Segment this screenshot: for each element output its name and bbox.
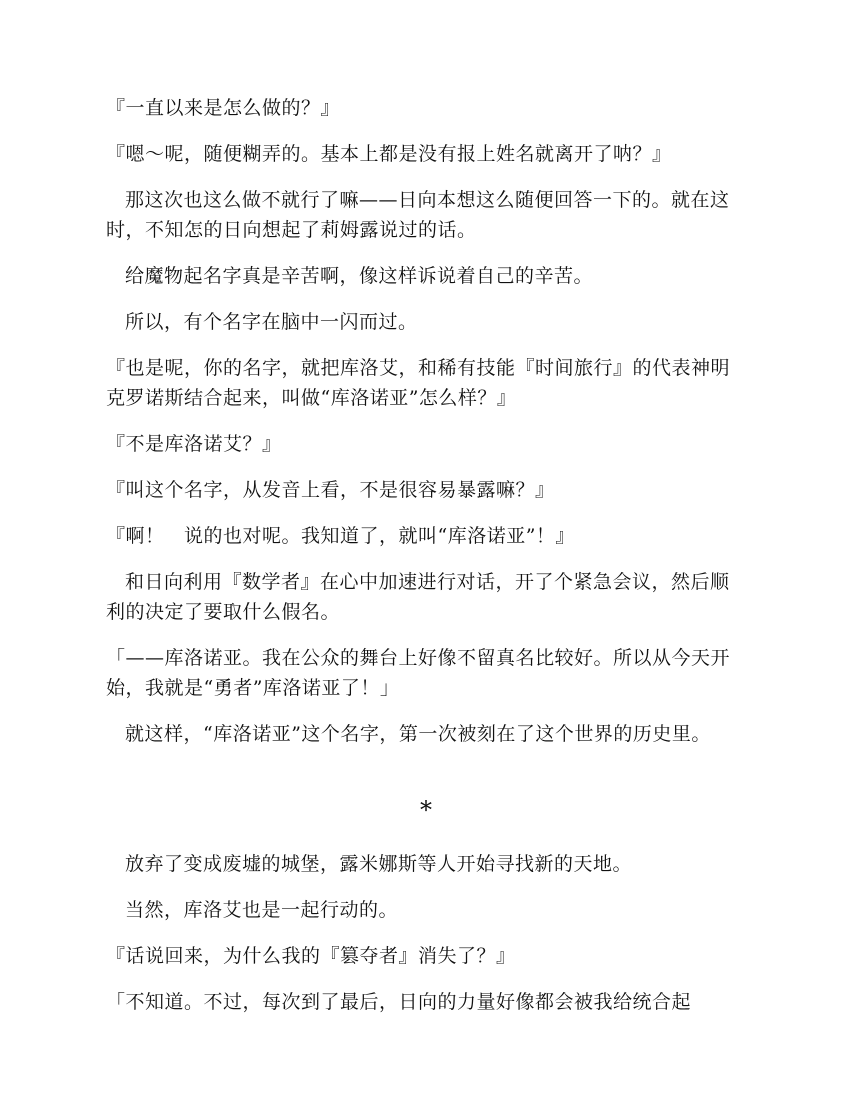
paragraph: 『也是呢，你的名字，就把库洛艾，和稀有技能『时间旅行』的代表神明克罗诺斯结合起来，叫做“库洛诺亚”怎么样？』 xyxy=(106,357,731,409)
paragraph: 「不知道。不过，每次到了最后，日向的力量好像都会被我给统合起 xyxy=(106,991,692,1013)
document-page xyxy=(106,93,746,1033)
paragraph: 和日向利用『数学者』在心中加速进行对话，开了个紧急会议，然后顺利的决定了要取什么假名。 xyxy=(106,571,730,623)
paragraph: 就这样，“库洛诺亚”这个名字，第一次被刻在了这个世界的历史里。 xyxy=(125,723,711,745)
paragraph: 「——库洛诺亚。我在公众的舞台上好像不留真名比较好。所以从今天开始，我就是“勇者”库洛诺亚了！」 xyxy=(106,647,731,699)
paragraph: 『话说回来，为什么我的『篡夺者』消失了？』 xyxy=(106,945,516,967)
paragraph: 『一直以来是怎么做的？』 xyxy=(106,97,341,119)
paragraph: 『叫这个名字，从发音上看，不是很容易暴露嘛？』 xyxy=(106,479,555,501)
paragraph: 给魔物起名字真是辛苦啊，像这样诉说着自己的辛苦。 xyxy=(125,265,594,287)
paragraph: 当然，库洛艾也是一起行动的。 xyxy=(125,899,399,921)
section-separator: * xyxy=(420,796,432,824)
paragraph: 放弃了变成废墟的城堡，露米娜斯等人开始寻找新的天地。 xyxy=(125,853,633,875)
paragraph: 『啊！ 说的也对呢。我知道了，就叫“库洛诺亚”！』 xyxy=(106,525,575,547)
paragraph: 『不是库洛诺艾？』 xyxy=(106,433,282,455)
paragraph: 『嗯～呢，随便糊弄的。基本上都是没有报上姓名就离开了呐？』 xyxy=(106,143,672,165)
paragraph: 所以，有个名字在脑中一闪而过。 xyxy=(125,311,418,333)
paragraph: 那这次也这么做不就行了嘛——日向本想这么随便回答一下的。就在这时，不知怎的日向想起了莉姆露说过的话。 xyxy=(106,189,730,241)
